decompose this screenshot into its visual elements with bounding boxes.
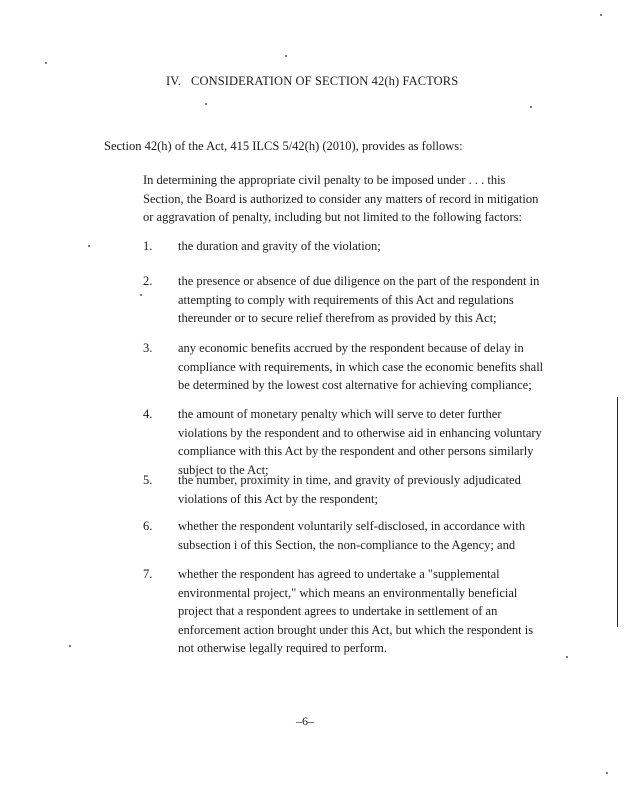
- scan-speck: [285, 55, 287, 57]
- scan-speck: [606, 772, 608, 774]
- factor-text: whether the respondent has agreed to undertake a "supplemental environmental project," which means an environmentally beneficial project that a respondent agrees to undertake in settlement of an enforcement action brought under this Act, but which the respondent is not otherwise legally required to perform.: [178, 567, 534, 655]
- factor-text: the presence or absence of due diligence on the part of the respondent in attempting to comply with requirements of this Act and regulations thereunder or to secure relief therefrom as provided by this Act;: [178, 274, 540, 325]
- scan-speck: [566, 656, 568, 658]
- scan-speck: [69, 645, 71, 647]
- factor-text: the number, proximity in time, and gravity of previously adjudicated violations of this Act by the respondent;: [178, 473, 521, 506]
- factor-text: the amount of monetary penalty which will serve to deter further violations by the respondent and to otherwise aid in enhancing voluntary compliance with this Act by the respondent and other persons similarly subject to the Act;: [178, 407, 542, 477]
- section-number: IV.: [166, 74, 182, 88]
- factor-number: 7.: [143, 567, 153, 581]
- intro-paragraph: Section 42(h) of the Act, 415 ILCS 5/42(h) (2010), provides as follows:: [104, 139, 463, 153]
- quoted-statute-paragraph: In determining the appropriate civil penalty to be imposed under . . . this Section, the Board is authorized to consider any matters of record in mitigation or aggravation of penalty, including but not limited to the following factors:: [143, 173, 539, 224]
- factor-item-6: [143, 517, 543, 554]
- scan-edge-line: [617, 397, 618, 627]
- factor-item-3: [143, 339, 543, 395]
- factor-number: 1.: [143, 239, 153, 253]
- factor-item-4: [143, 405, 543, 479]
- scan-speck: [600, 14, 602, 16]
- scan-speck: [88, 245, 90, 247]
- factor-number: 3.: [143, 341, 153, 355]
- scan-speck: [140, 294, 142, 296]
- factor-number: 4.: [143, 407, 153, 421]
- section-title: CONSIDERATION OF SECTION 42(h) FACTORS: [191, 74, 459, 88]
- factor-text: the duration and gravity of the violation;: [178, 239, 381, 253]
- factor-item-2: [143, 272, 543, 328]
- scan-speck: [45, 62, 47, 64]
- factor-item-1: [143, 237, 543, 256]
- factor-number: 5.: [143, 473, 153, 487]
- factor-item-5: [143, 471, 543, 508]
- page-number: –6–: [296, 714, 314, 728]
- factor-number: 6.: [143, 519, 153, 533]
- scan-speck: [530, 106, 532, 108]
- scan-speck: [205, 103, 207, 105]
- section-heading: [166, 74, 458, 89]
- factor-item-7: [143, 565, 543, 658]
- factor-text: any economic benefits accrued by the respondent because of delay in compliance with requirements, in which case the economic benefits shall be determined by the lowest cost alternative for achieving compliance;: [178, 341, 544, 392]
- factor-text: whether the respondent voluntarily self-disclosed, in accordance with subsection i of this Section, the non-compliance to the Agency; and: [178, 519, 526, 552]
- factor-number: 2.: [143, 274, 153, 288]
